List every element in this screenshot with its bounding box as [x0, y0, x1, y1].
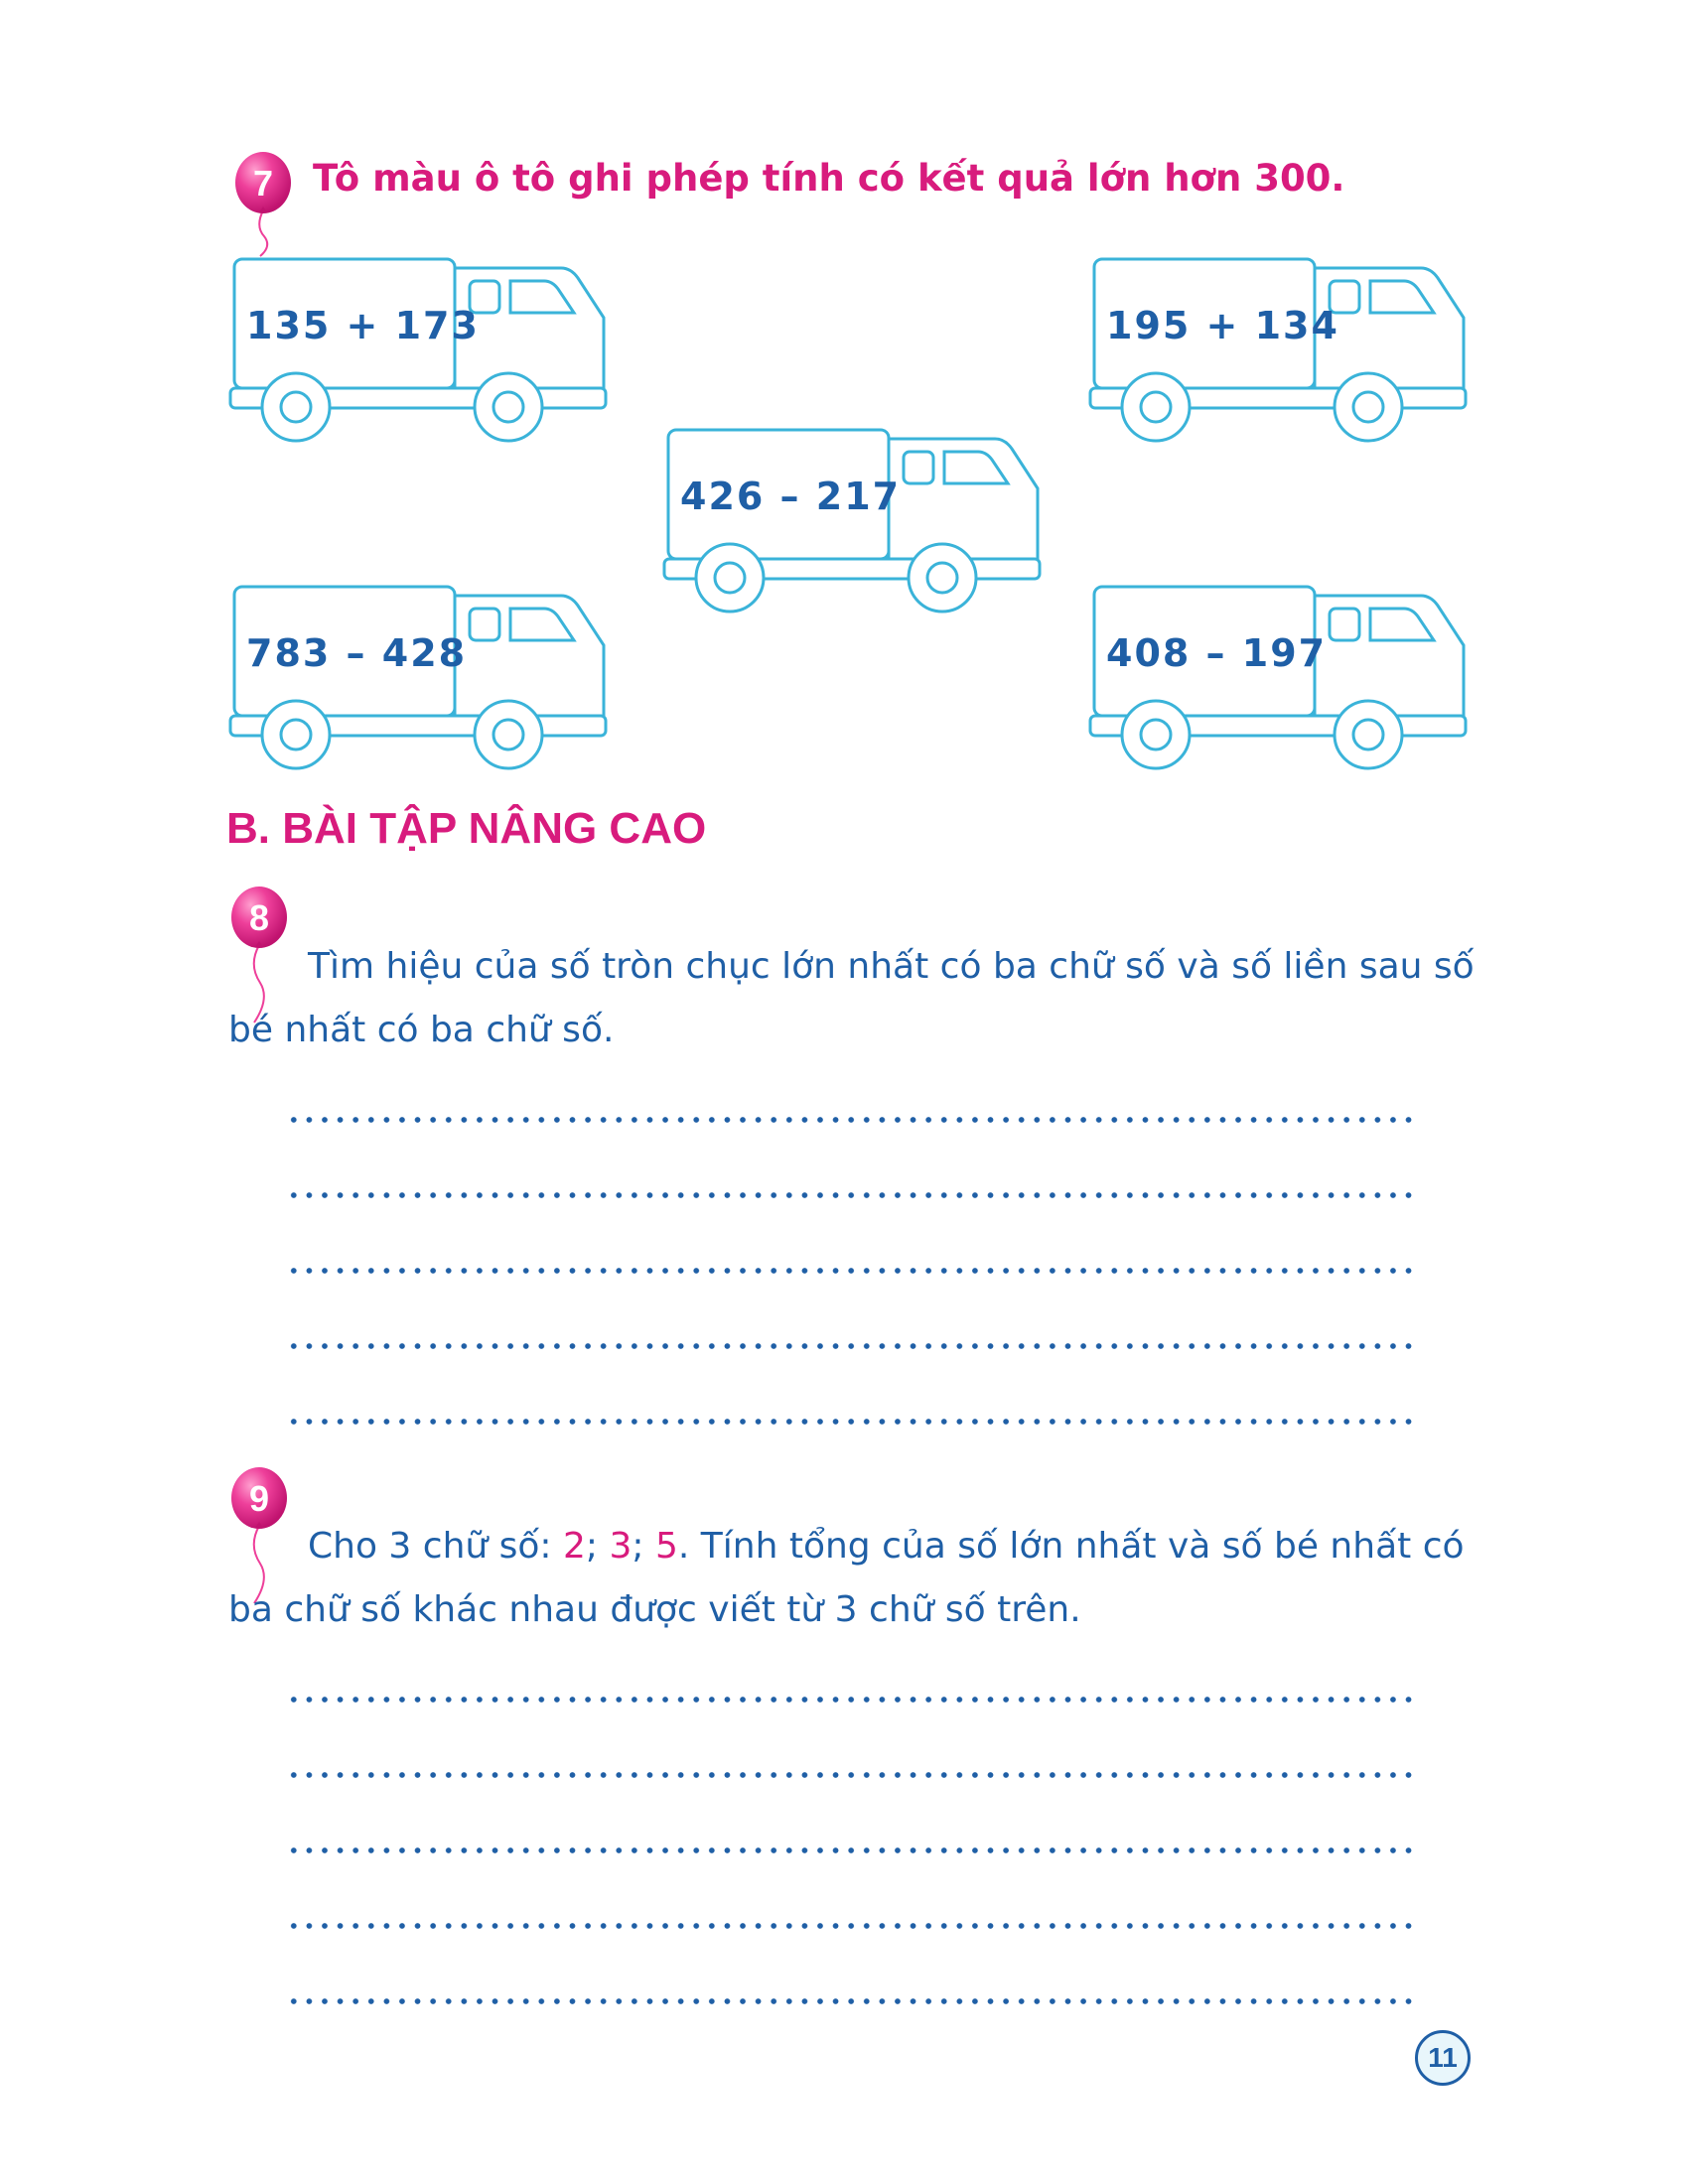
- truck-5[interactable]: [1088, 584, 1466, 782]
- truck-1[interactable]: [228, 256, 606, 455]
- truck-2[interactable]: [1088, 256, 1466, 455]
- answer-line-9-2[interactable]: [286, 1771, 1418, 1779]
- truck-3[interactable]: [662, 427, 1040, 625]
- answer-line-9-1[interactable]: [286, 1696, 1418, 1704]
- truck-4[interactable]: [228, 584, 606, 782]
- problem-8-text: Tìm hiệu của số tròn chục lớn nhất có ba chữ số và số liền sau số bé nhất có ba chữ số.: [228, 946, 1475, 1050]
- problem-9-digit-2: 3: [609, 1526, 633, 1567]
- section-b-heading: B. BÀI TẬP NÂNG CAO: [226, 804, 707, 853]
- answer-line-8-1[interactable]: [286, 1116, 1418, 1124]
- answer-line-8-3[interactable]: [286, 1267, 1418, 1275]
- problem-7-number: 7: [252, 163, 274, 204]
- truck-4-expression: 783 – 428: [246, 631, 468, 675]
- answer-line-9-3[interactable]: [286, 1846, 1418, 1854]
- truck-1-expression: 135 + 173: [246, 304, 480, 347]
- answer-line-9-5[interactable]: [286, 1997, 1418, 2005]
- truck-2-expression: 195 + 134: [1106, 304, 1339, 347]
- truck-3-expression: 426 – 217: [680, 475, 902, 518]
- answer-line-9-4[interactable]: [286, 1922, 1418, 1930]
- problem-9-number: 9: [248, 1478, 270, 1519]
- balloon-7-icon: [230, 149, 300, 258]
- problem-9-text-before: Cho 3 chữ số:: [308, 1526, 563, 1567]
- problem-9-text: [228, 1515, 1489, 1642]
- problem-9-digit-3: 5: [654, 1526, 678, 1567]
- answer-line-8-5[interactable]: [286, 1418, 1418, 1426]
- problem-9-sep-2: ;: [632, 1526, 655, 1567]
- answer-line-8-2[interactable]: [286, 1191, 1418, 1199]
- problem-9-sep-1: ;: [585, 1526, 610, 1567]
- page-number: 11: [1415, 2030, 1471, 2086]
- problem-9-text-after: . Tính tổng của số lớn nhất và số bé nhất có ba chữ số khác nhau được viết từ 3 chữ số trên.: [228, 1526, 1465, 1630]
- problem-9-digit-1: 2: [563, 1526, 586, 1567]
- answer-line-8-4[interactable]: [286, 1342, 1418, 1350]
- problem-8-number: 8: [248, 897, 270, 938]
- problem-7-title: Tô màu ô tô ghi phép tính có kết quả lớn hơn 300.: [313, 157, 1345, 200]
- truck-5-expression: 408 – 197: [1106, 631, 1328, 675]
